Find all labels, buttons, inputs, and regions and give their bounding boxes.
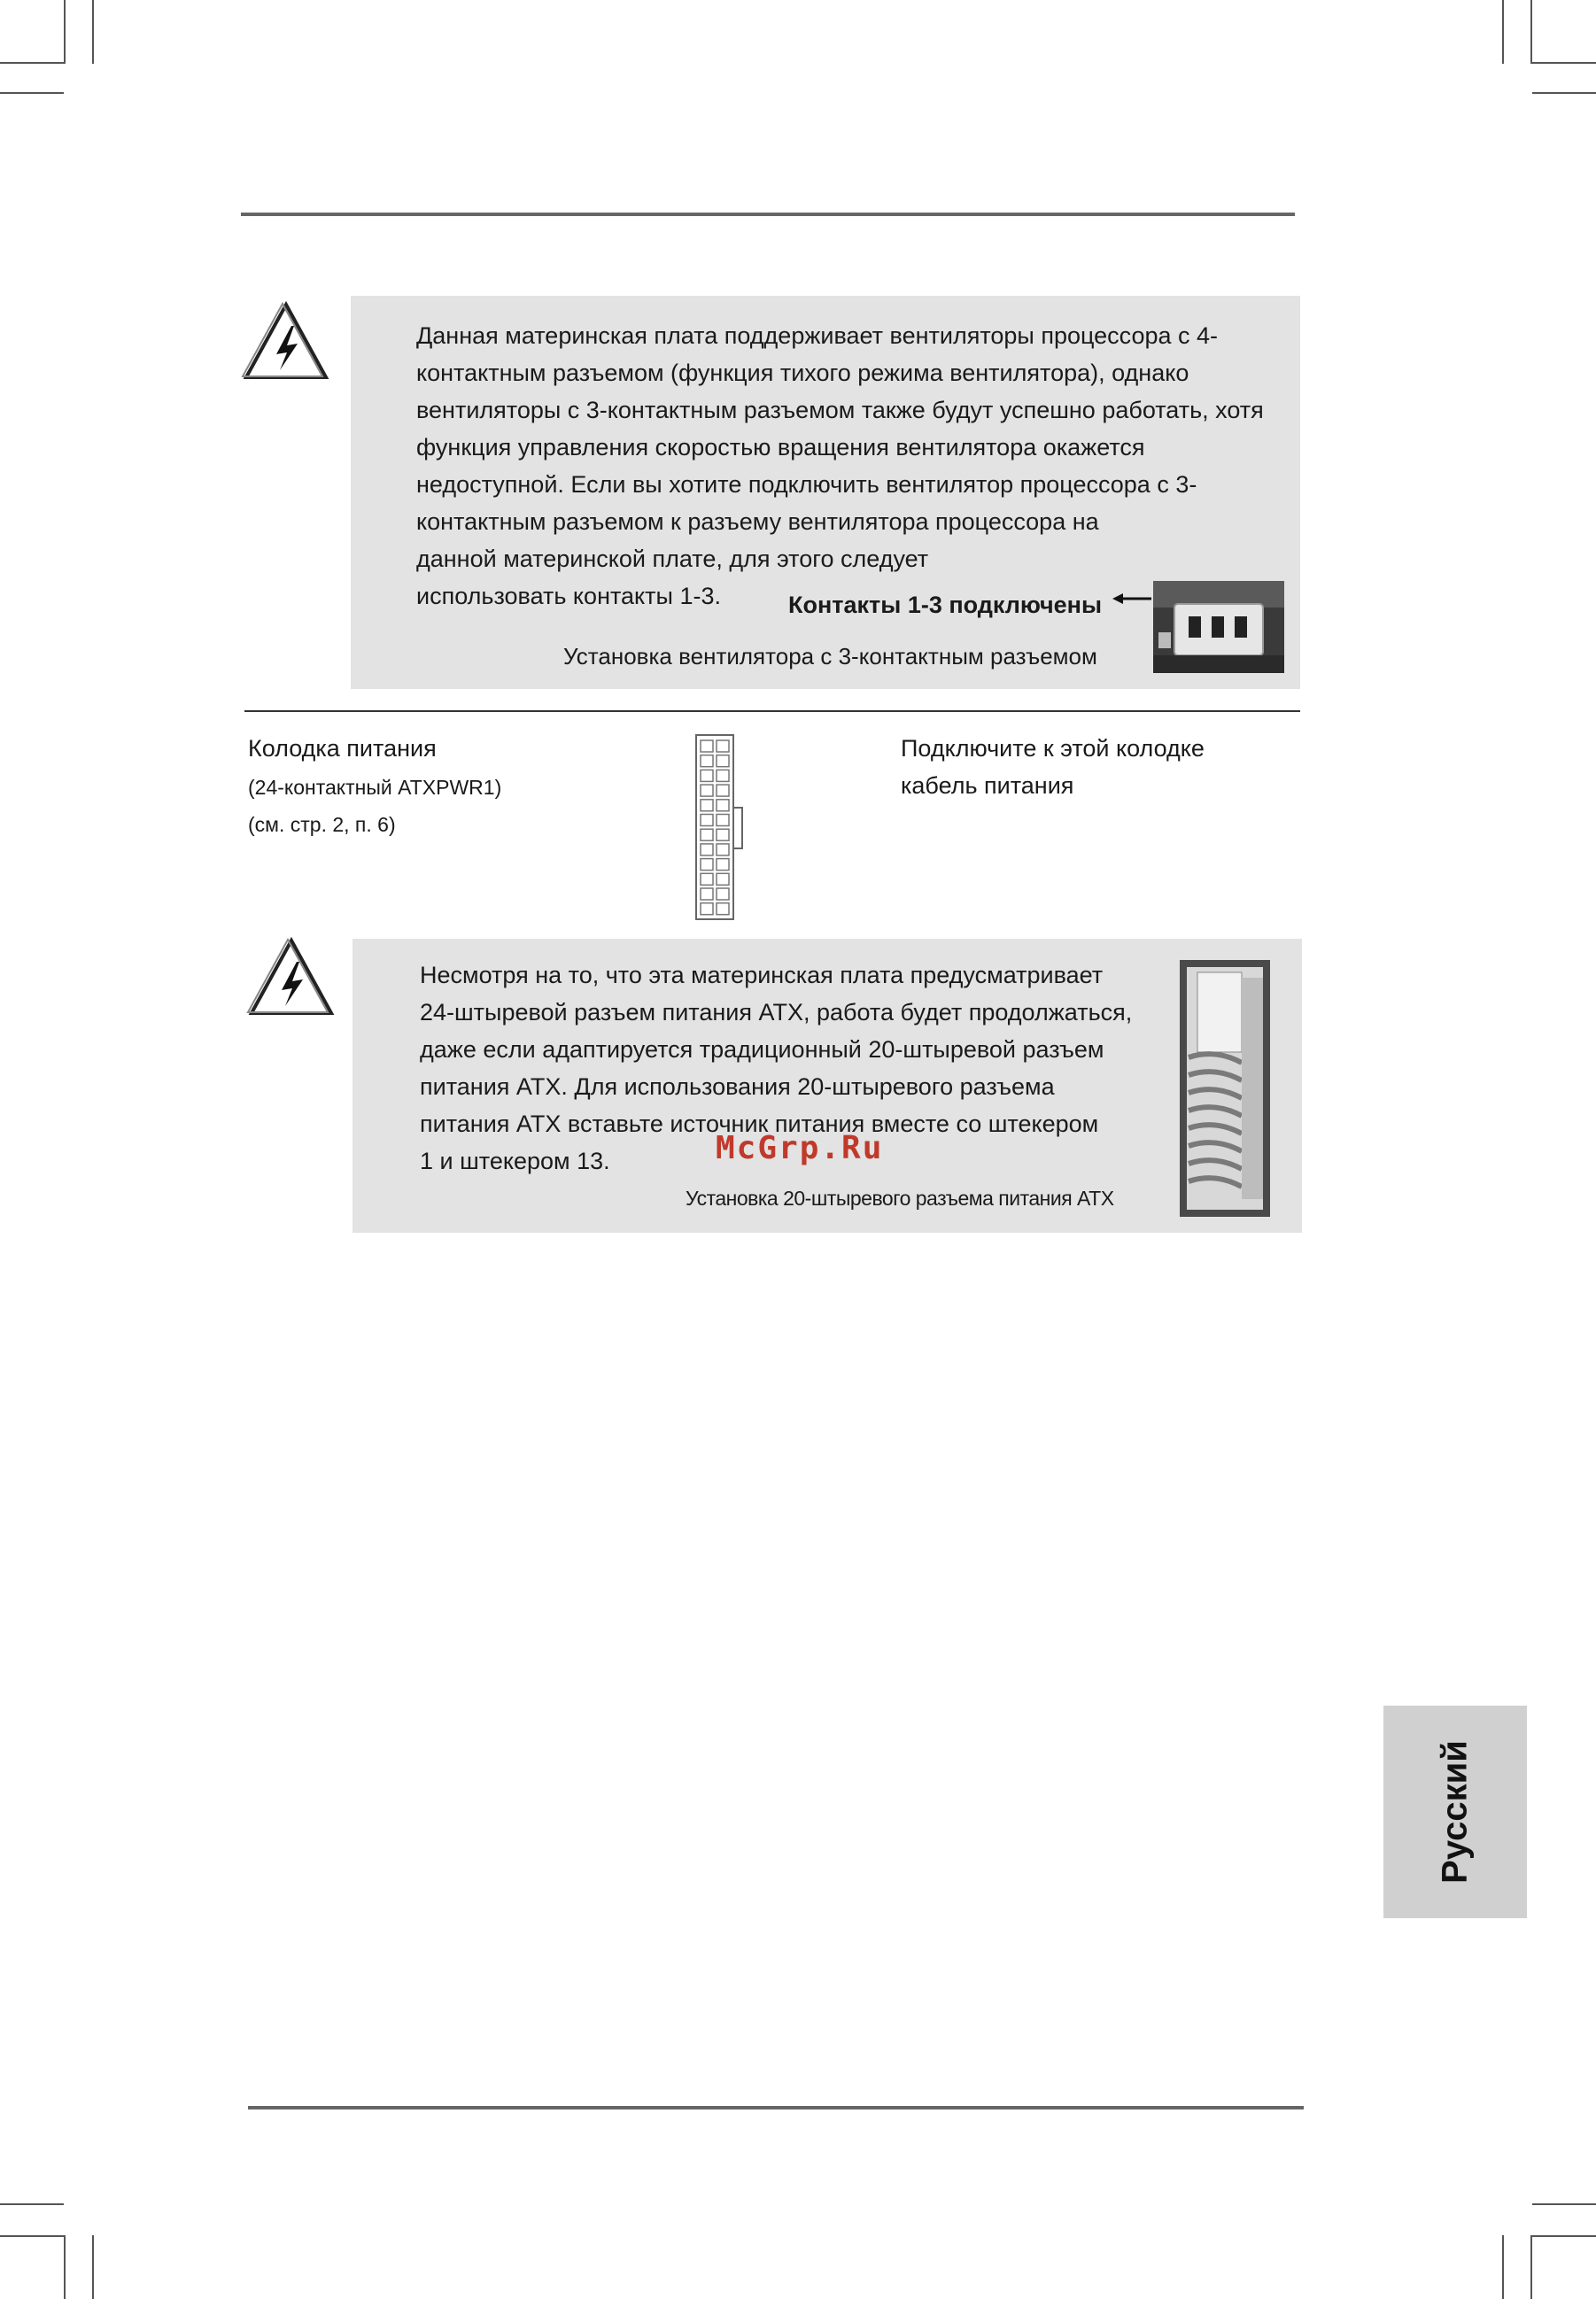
warning-lightning-icon xyxy=(246,935,337,1020)
connector-pin xyxy=(717,888,729,900)
crop-mark xyxy=(64,2235,66,2299)
connector-pin xyxy=(717,770,729,781)
connector-pin xyxy=(717,755,729,767)
fan-install-caption: Установка вентилятора с 3-контактным разъемом xyxy=(563,643,1097,670)
connector-pin xyxy=(717,815,729,826)
connector-pin xyxy=(701,755,713,767)
footer-rule xyxy=(248,2106,1304,2109)
crop-mark xyxy=(1530,2235,1532,2299)
power-header-title: Колодка питания xyxy=(248,735,437,762)
note-line: Несмотря на то, что эта материнская плата предусматривает xyxy=(420,962,1104,988)
connector-pin xyxy=(701,740,713,752)
crop-mark xyxy=(1532,62,1596,64)
atx-connector-photo xyxy=(1180,960,1270,1217)
crop-mark xyxy=(1502,0,1504,64)
connector-pin xyxy=(717,873,729,885)
note-line: питания ATX вставьте источник питания вместе со штекером xyxy=(420,1111,1099,1137)
connector-pin xyxy=(701,903,713,915)
connector-pin xyxy=(717,903,729,915)
power-header-subtitle: (24-контактный ATXPWR1) xyxy=(248,776,502,799)
note-line: 1 и штекером 13. xyxy=(420,1148,610,1174)
crop-mark xyxy=(1532,92,1596,94)
atx-install-caption: Установка 20-штыревого разъема питания ATX xyxy=(686,1187,1114,1210)
header-rule xyxy=(241,213,1295,216)
atx-24pin-connector-icon xyxy=(693,733,751,923)
crop-mark xyxy=(92,2235,94,2299)
connector-pin xyxy=(717,844,729,855)
connector-pin xyxy=(717,829,729,840)
connector-pin xyxy=(701,800,713,811)
power-header-ref: (см. стр. 2, п. 6) xyxy=(248,813,396,836)
note-line: 24-штыревой разъем питания ATX, работа будет продолжаться, xyxy=(420,999,1133,1026)
warning-lightning-icon xyxy=(241,299,331,384)
note-line: питания ATX. Для использования 20-штыревого разъема xyxy=(420,1073,1055,1100)
note-line: контактным разъемом (функция тихого режима вентилятора), однако xyxy=(416,360,1189,386)
connector-pin xyxy=(717,785,729,796)
connector-pin xyxy=(701,785,713,796)
power-instruction-line2: кабель питания xyxy=(901,772,1074,799)
arrow-left-icon xyxy=(1112,592,1151,609)
note-fan-text xyxy=(416,317,1264,615)
note-line: функция управления скоростью вращения вентилятора окажется xyxy=(416,434,1145,461)
section-divider xyxy=(244,710,1300,712)
connector-pin xyxy=(701,770,713,781)
connector-pin xyxy=(701,844,713,855)
connector-pin xyxy=(701,815,713,826)
fan-connector-photo xyxy=(1153,581,1284,673)
pins-connected-callout: Контакты 1-3 подключены xyxy=(788,592,1103,618)
crop-mark xyxy=(64,0,66,64)
crop-mark xyxy=(1532,2203,1596,2205)
power-instruction-line1: Подключите к этой колодке xyxy=(901,735,1205,762)
note-line: использовать контакты 1-3. xyxy=(416,583,721,609)
note-line: данной материнской плате, для этого следует xyxy=(416,546,929,572)
crop-mark xyxy=(1530,0,1532,64)
note-line: даже если адаптируется традиционный 20-штыревой разъем xyxy=(420,1036,1104,1063)
note-line: контактным разъемом к разъему вентилятора процессора на xyxy=(416,508,1099,535)
connector-pin xyxy=(717,859,729,871)
connector-pin xyxy=(701,888,713,900)
watermark: McGrp.Ru xyxy=(716,1130,884,1166)
note-line: Данная материнская плата поддерживает вентиляторы процессора с 4- xyxy=(416,322,1219,349)
note-line: вентиляторы с 3-контактным разъемом также будут успешно работать, хотя xyxy=(416,397,1264,423)
connector-pin xyxy=(701,873,713,885)
language-tab-label: Русский xyxy=(1435,1740,1475,1884)
crop-mark xyxy=(0,2235,64,2237)
crop-mark xyxy=(0,92,64,94)
crop-mark xyxy=(0,2203,64,2205)
crop-mark xyxy=(1502,2235,1504,2299)
note-line: недоступной. Если вы хотите подключить вентилятор процессора с 3- xyxy=(416,471,1197,498)
crop-mark xyxy=(92,0,94,64)
connector-pin xyxy=(701,859,713,871)
crop-mark xyxy=(0,62,64,64)
connector-pin xyxy=(701,829,713,840)
connector-pin xyxy=(717,800,729,811)
connector-pin xyxy=(717,740,729,752)
language-tab xyxy=(1383,1706,1527,1918)
crop-mark xyxy=(1532,2235,1596,2237)
